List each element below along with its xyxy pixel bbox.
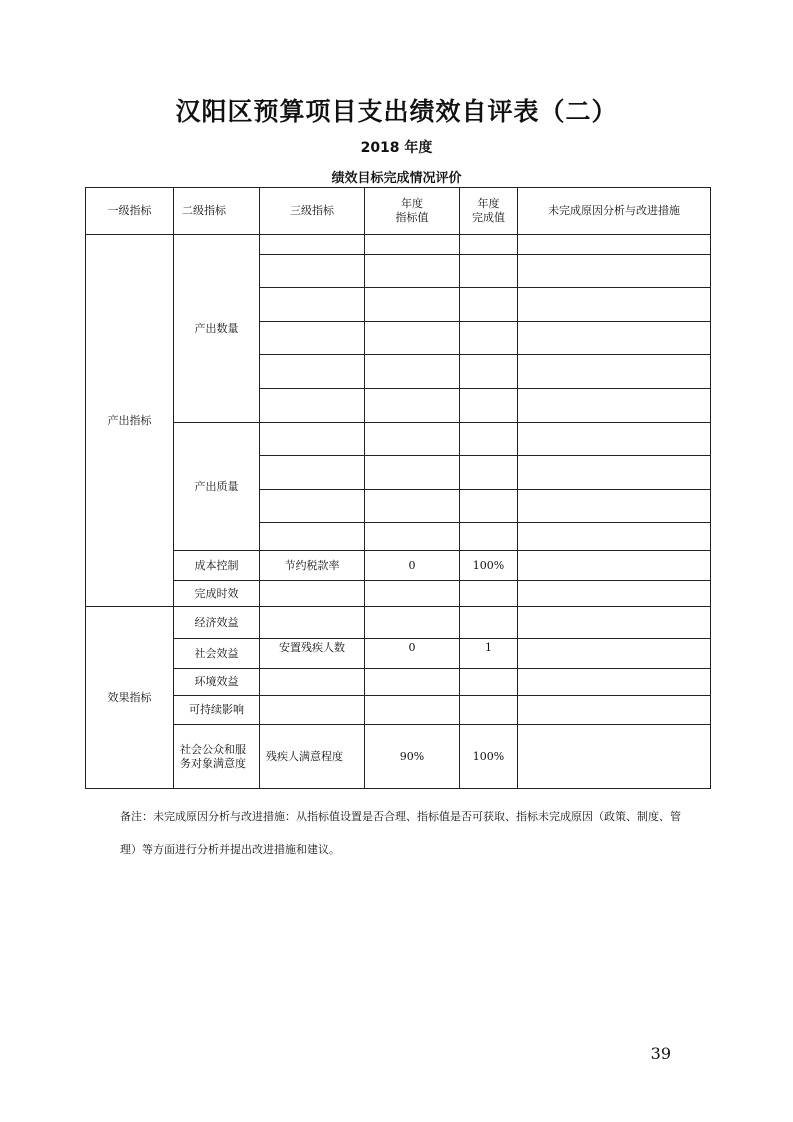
social-actual: 1 (460, 639, 518, 669)
header-level3: 三级指标 (260, 188, 365, 235)
social-benefit-cell: 社会效益 (174, 639, 260, 669)
output-quantity-cell: 产出数量 (174, 235, 260, 423)
fiscal-year: 2018 年度 (360, 140, 433, 156)
output-quality-cell: 产出质量 (174, 423, 260, 551)
header-actual (460, 188, 518, 235)
social-target: 0 (365, 639, 460, 669)
economic-benefit-cell: 经济效益 (174, 607, 260, 639)
page-number: 39 (650, 1044, 671, 1063)
timeliness-cell: 完成时效 (174, 581, 260, 607)
header-target-line1: 年度 (401, 197, 423, 210)
table-row (86, 423, 711, 456)
cost-actual: 100% (460, 551, 518, 581)
output-indicator-cell: 产出指标 (86, 235, 174, 607)
table-row (86, 607, 711, 639)
environmental-benefit-cell: 环境效益 (174, 669, 260, 696)
table-row (86, 696, 711, 725)
table-caption: 绩效目标完成情况评价 (331, 171, 462, 186)
table-row (86, 725, 711, 789)
satisfaction-cell: 社会公众和服务对象满意度 (174, 725, 260, 789)
header-row (86, 188, 711, 235)
header-target (365, 188, 460, 235)
table-row (86, 639, 711, 669)
header-target-line2: 指标值 (395, 211, 429, 224)
cost-target: 0 (365, 551, 460, 581)
performance-table (85, 187, 711, 789)
satisfaction-target: 90% (365, 725, 460, 789)
table-row (86, 235, 711, 255)
header-level1: 一级指标 (86, 188, 174, 235)
header-level2: 二级指标 (174, 188, 260, 235)
page-title: 汉阳区预算项目支出绩效自评表（二） (175, 97, 618, 126)
remarks-note: 备注：未完成原因分析与改进措施：从指标值设置是否合理、指标值是否可获取、指标未完成原因（政策、制度、管理）等方面进行分析并提出改进措施和建议。 (120, 810, 681, 856)
header-reason: 未完成原因分析与改进措施 (518, 188, 711, 235)
header-actual-line2: 完成值 (472, 211, 505, 224)
cost-indicator: 节约税款率 (260, 551, 365, 581)
table-row (86, 551, 711, 581)
sustainable-impact-cell: 可持续影响 (174, 696, 260, 725)
satisfaction-indicator: 残疾人满意程度 (260, 725, 365, 789)
effect-indicator-cell: 效果指标 (86, 607, 174, 789)
table-row (86, 669, 711, 696)
social-indicator: 安置残疾人数 (260, 639, 365, 669)
header-actual-line1: 年度 (477, 197, 500, 210)
table-row (86, 581, 711, 607)
satisfaction-actual: 100% (460, 725, 518, 789)
cost-control-cell: 成本控制 (174, 551, 260, 581)
